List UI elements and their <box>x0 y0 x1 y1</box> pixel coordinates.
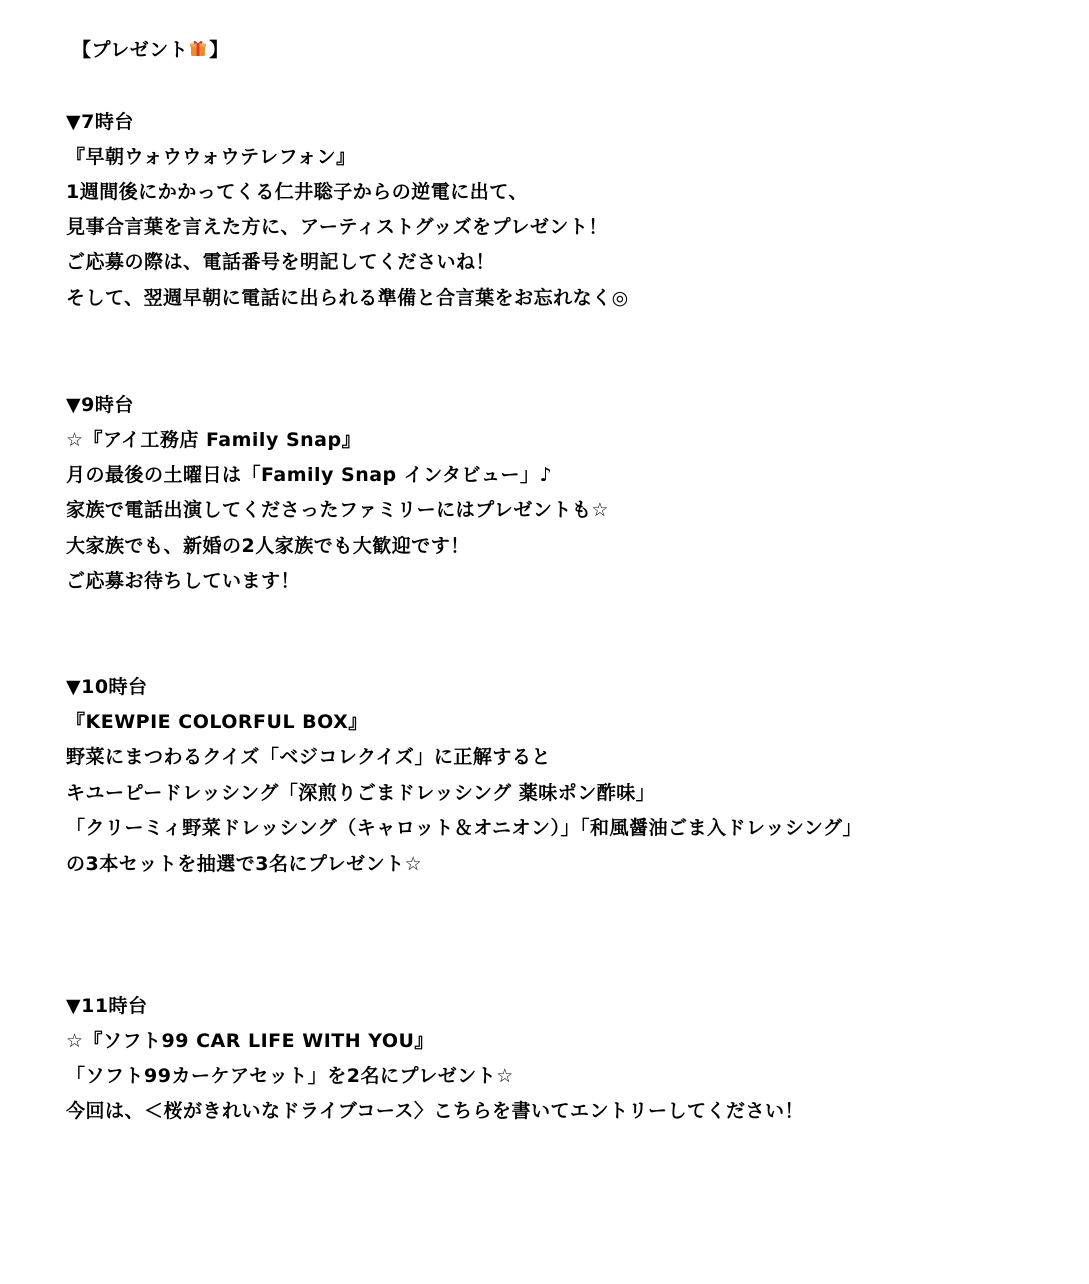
title-open: 【プレゼント <box>72 39 189 61</box>
section-line: 大家族でも、新婚の2人家族でも大歓迎です！ <box>66 535 470 557</box>
section-line: の3本セットを抽選で3名にプレゼント☆ <box>66 853 423 875</box>
section-line: ご応募の際は、電話番号を明記してくださいね！ <box>66 251 496 273</box>
section-header: ▼10時台 <box>66 676 148 698</box>
section-line: 家族で電話出演してくださったファミリーにはプレゼントも☆ <box>66 499 609 521</box>
section-line: 『KEWPIE COLORFUL BOX』 <box>66 711 368 733</box>
section-line: ☆『ソフト99 CAR LIFE WITH YOU』 <box>66 1030 434 1052</box>
section-header: ▼9時台 <box>66 394 134 416</box>
section-line: 『早朝ウォウウォウテレフォン』 <box>66 146 356 168</box>
section-header: ▼7時台 <box>66 111 134 133</box>
title-close: 】 <box>209 39 229 61</box>
gift-icon <box>189 39 207 57</box>
section-line: キユーピードレッシング「深煎りごまドレッシング 薬味ポン酢味」 <box>66 782 656 804</box>
page-title <box>72 36 229 64</box>
section-line: 見事合言葉を言えた方に、アーティストグッズをプレゼント！ <box>66 216 608 238</box>
section-line: ☆『アイ工務店 Family Snap』 <box>66 429 362 451</box>
section-line: 野菜にまつわるクイズ「ベジコレクイズ」に正解すると <box>66 746 551 768</box>
section-line: そして、翌週早朝に電話に出られる準備と合言葉をお忘れなく◎ <box>66 287 629 309</box>
section-line: 「クリーミィ野菜ドレッシング（キャロット＆オニオン）」「和風醤油ごま入ドレッシング」 <box>66 817 863 839</box>
section-line: 1週間後にかかってくる仁井聡子からの逆電に出て、 <box>66 181 528 203</box>
section-line: 「ソフト99カーケアセット」を2名にプレゼント☆ <box>66 1065 514 1087</box>
section-line: 今回は、＜桜がきれいなドライブコース〉こちらを書いてエントリーしてください！ <box>66 1100 804 1122</box>
section-line: 月の最後の土曜日は「Family Snap インタビュー」♪ <box>66 464 553 486</box>
section-header: ▼11時台 <box>66 995 148 1017</box>
section-line: ご応募お待ちしています！ <box>66 570 301 592</box>
